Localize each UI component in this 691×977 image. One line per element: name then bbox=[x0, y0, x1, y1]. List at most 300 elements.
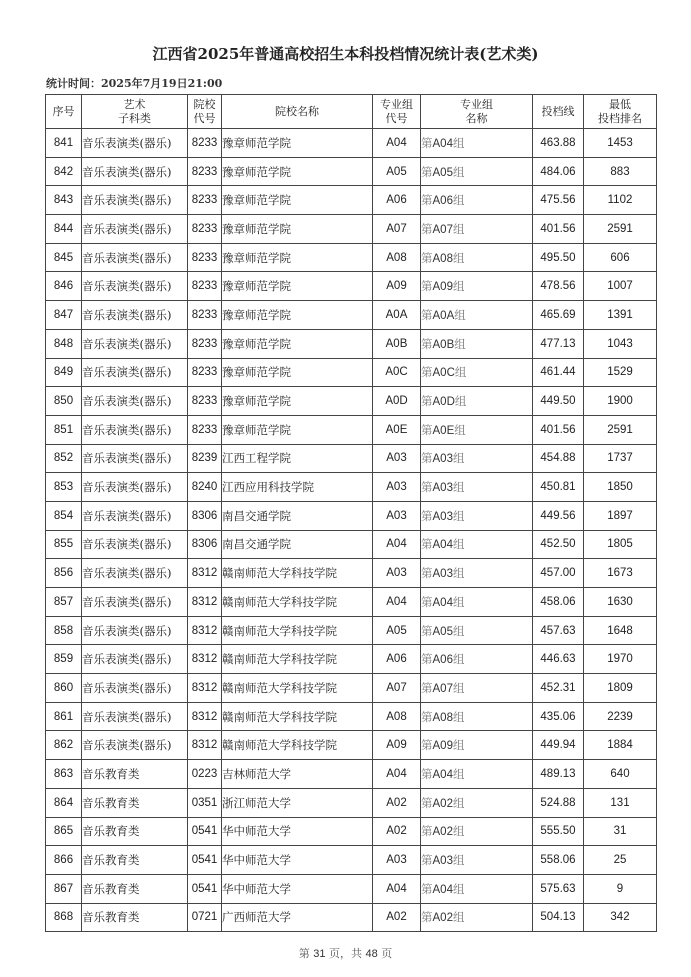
school-code-cell: 8312 bbox=[188, 616, 222, 645]
group-name-mid: A06 bbox=[432, 195, 453, 208]
school-name-cell: 江西工程学院 bbox=[222, 444, 373, 473]
school-code-cell: 8312 bbox=[188, 645, 222, 674]
rank-cell: 1102 bbox=[584, 186, 657, 215]
group-name-mid: A07 bbox=[432, 223, 453, 236]
group-code-cell: A0D bbox=[373, 387, 421, 416]
group-code-cell: A08 bbox=[373, 702, 421, 731]
score-cell: 457.63 bbox=[533, 616, 584, 645]
subject-cell: 音乐教育类 bbox=[82, 903, 188, 932]
group-code-cell: A02 bbox=[373, 903, 421, 932]
group-name-cell bbox=[421, 186, 533, 215]
group-name-cell bbox=[421, 358, 533, 387]
school-name-cell: 华中师范大学 bbox=[222, 846, 373, 875]
score-cell: 463.88 bbox=[533, 129, 584, 158]
seq-cell: 852 bbox=[46, 444, 82, 473]
group-name-suf: 组 bbox=[452, 738, 465, 753]
rank-cell: 1805 bbox=[584, 530, 657, 559]
column-header-group-name bbox=[421, 95, 533, 129]
group-name-mid: A04 bbox=[432, 539, 453, 552]
group-name-cell bbox=[421, 530, 533, 559]
group-code-cell: A03 bbox=[373, 559, 421, 588]
group-name-cell bbox=[421, 329, 533, 358]
seq-cell: 864 bbox=[46, 788, 82, 817]
school-name-cell: 赣南师范大学科技学院 bbox=[222, 645, 373, 674]
header-line-1: 艺术 bbox=[123, 97, 146, 111]
group-name-suf: 组 bbox=[452, 881, 465, 896]
admission-table bbox=[45, 94, 657, 932]
group-name-mid: A03 bbox=[432, 568, 453, 581]
group-code-cell: A04 bbox=[373, 530, 421, 559]
seq-cell: 865 bbox=[46, 817, 82, 846]
group-name-mid: A09 bbox=[432, 740, 453, 753]
table-row bbox=[46, 874, 657, 903]
rank-cell: 1648 bbox=[584, 616, 657, 645]
subject-cell: 音乐表演类(器乐) bbox=[82, 645, 188, 674]
group-name-pre: 第 bbox=[421, 336, 433, 351]
group-name-mid: A05 bbox=[432, 166, 453, 179]
school-code-cell: 8233 bbox=[188, 186, 222, 215]
score-cell: 465.69 bbox=[533, 301, 584, 330]
school-name-cell: 南昌交通学院 bbox=[222, 530, 373, 559]
group-name-suf: 组 bbox=[452, 279, 465, 294]
group-name-mid: A06 bbox=[432, 654, 453, 667]
table-row bbox=[46, 501, 657, 530]
school-code-cell: 0541 bbox=[188, 817, 222, 846]
group-name-mid: A0B bbox=[432, 338, 455, 351]
school-name-cell: 豫章师范学院 bbox=[222, 329, 373, 358]
subject-cell: 音乐表演类(器乐) bbox=[82, 329, 188, 358]
subject-cell: 音乐表演类(器乐) bbox=[82, 157, 188, 186]
school-code-cell: 8240 bbox=[188, 473, 222, 502]
rank-cell: 640 bbox=[584, 760, 657, 789]
group-name-cell bbox=[421, 846, 533, 875]
group-code-cell: A0A bbox=[373, 301, 421, 330]
group-name-cell bbox=[421, 559, 533, 588]
group-code-cell: A04 bbox=[373, 874, 421, 903]
school-name-cell: 豫章师范学院 bbox=[222, 157, 373, 186]
group-name-cell bbox=[421, 874, 533, 903]
school-name-cell: 华中师范大学 bbox=[222, 817, 373, 846]
school-code-cell: 8306 bbox=[188, 501, 222, 530]
subject-cell: 音乐表演类(器乐) bbox=[82, 588, 188, 617]
table-row bbox=[46, 530, 657, 559]
score-cell: 495.50 bbox=[533, 243, 584, 272]
seq-cell: 868 bbox=[46, 903, 82, 932]
header-line-2: 名称 bbox=[465, 111, 488, 125]
header-line-2: 代号 bbox=[193, 111, 216, 125]
rank-cell: 1850 bbox=[584, 473, 657, 502]
subject-cell: 音乐表演类(器乐) bbox=[82, 215, 188, 244]
table-row bbox=[46, 473, 657, 502]
rank-cell: 1900 bbox=[584, 387, 657, 416]
score-cell: 446.63 bbox=[533, 645, 584, 674]
group-name-suf: 组 bbox=[454, 422, 466, 437]
subject-cell: 音乐表演类(器乐) bbox=[82, 616, 188, 645]
group-name-cell bbox=[421, 272, 533, 301]
total-page-count: 48 bbox=[365, 948, 378, 960]
group-name-cell bbox=[421, 129, 533, 158]
header-line-1: 院校 bbox=[193, 97, 216, 111]
school-name-cell: 豫章师范学院 bbox=[222, 272, 373, 301]
score-cell: 489.13 bbox=[533, 760, 584, 789]
group-name-pre: 第 bbox=[421, 250, 433, 265]
school-code-cell: 0541 bbox=[188, 846, 222, 875]
school-code-cell: 8233 bbox=[188, 358, 222, 387]
school-name-cell: 广西师范大学 bbox=[222, 903, 373, 932]
group-name-suf: 组 bbox=[452, 135, 465, 150]
header-line-2: 代号 bbox=[385, 111, 408, 125]
score-cell: 477.13 bbox=[533, 329, 584, 358]
group-name-suf: 组 bbox=[452, 164, 465, 179]
seq-cell: 867 bbox=[46, 874, 82, 903]
group-name-mid: A02 bbox=[432, 797, 453, 810]
group-name-mid: A0D bbox=[432, 396, 455, 409]
rank-cell: 1737 bbox=[584, 444, 657, 473]
seq-cell: 848 bbox=[46, 329, 82, 358]
group-code-cell: A05 bbox=[373, 616, 421, 645]
school-name-cell: 豫章师范学院 bbox=[222, 415, 373, 444]
table-row bbox=[46, 186, 657, 215]
group-name-pre: 第 bbox=[421, 623, 433, 638]
group-name-mid: A04 bbox=[432, 137, 453, 150]
group-name-suf: 组 bbox=[452, 451, 465, 466]
subject-cell: 音乐表演类(器乐) bbox=[82, 731, 188, 760]
group-name-suf: 组 bbox=[452, 221, 465, 236]
school-name-cell: 浙江师范大学 bbox=[222, 788, 373, 817]
group-name-suf: 组 bbox=[452, 853, 465, 868]
group-name-pre: 第 bbox=[421, 537, 433, 552]
group-name-pre: 第 bbox=[421, 853, 433, 868]
table-row bbox=[46, 903, 657, 932]
table-row bbox=[46, 129, 657, 158]
school-code-cell: 8233 bbox=[188, 243, 222, 272]
score-cell: 449.56 bbox=[533, 501, 584, 530]
table-row bbox=[46, 272, 657, 301]
rank-cell: 883 bbox=[584, 157, 657, 186]
group-name-mid: A04 bbox=[432, 596, 453, 609]
table-row bbox=[46, 731, 657, 760]
score-cell: 457.00 bbox=[533, 559, 584, 588]
rank-cell: 31 bbox=[584, 817, 657, 846]
rank-cell: 1007 bbox=[584, 272, 657, 301]
group-code-cell: A0C bbox=[373, 358, 421, 387]
group-name-pre: 第 bbox=[421, 709, 433, 724]
group-code-cell: A09 bbox=[373, 731, 421, 760]
group-name-suf: 组 bbox=[452, 480, 465, 495]
group-name-suf: 组 bbox=[454, 307, 466, 322]
score-cell: 461.44 bbox=[533, 358, 584, 387]
subject-cell: 音乐表演类(器乐) bbox=[82, 186, 188, 215]
seq-cell: 859 bbox=[46, 645, 82, 674]
school-name-cell: 豫章师范学院 bbox=[222, 215, 373, 244]
group-name-suf: 组 bbox=[454, 394, 467, 409]
seq-cell: 847 bbox=[46, 301, 82, 330]
group-name-mid: A04 bbox=[432, 768, 453, 781]
school-code-cell: 8306 bbox=[188, 530, 222, 559]
school-name-cell: 赣南师范大学科技学院 bbox=[222, 731, 373, 760]
group-name-suf: 组 bbox=[452, 680, 465, 695]
rank-cell: 1884 bbox=[584, 731, 657, 760]
subject-cell: 音乐表演类(器乐) bbox=[82, 387, 188, 416]
school-name-cell: 南昌交通学院 bbox=[222, 501, 373, 530]
school-code-cell: 8233 bbox=[188, 157, 222, 186]
group-code-cell: A06 bbox=[373, 645, 421, 674]
page-footer bbox=[0, 945, 691, 961]
group-name-pre: 第 bbox=[421, 795, 433, 810]
group-name-suf: 组 bbox=[452, 652, 465, 667]
rank-cell: 1529 bbox=[584, 358, 657, 387]
group-name-cell bbox=[421, 616, 533, 645]
group-name-cell bbox=[421, 760, 533, 789]
score-cell: 449.50 bbox=[533, 387, 584, 416]
group-code-cell: A03 bbox=[373, 846, 421, 875]
score-cell: 504.13 bbox=[533, 903, 584, 932]
seq-cell: 860 bbox=[46, 674, 82, 703]
group-name-mid: A03 bbox=[432, 482, 453, 495]
rank-cell: 131 bbox=[584, 788, 657, 817]
group-name-cell bbox=[421, 387, 533, 416]
seq-cell: 854 bbox=[46, 501, 82, 530]
subject-cell: 音乐教育类 bbox=[82, 817, 188, 846]
school-name-cell: 豫章师范学院 bbox=[222, 301, 373, 330]
table-row bbox=[46, 415, 657, 444]
seq-cell: 857 bbox=[46, 588, 82, 617]
group-name-suf: 组 bbox=[452, 709, 465, 724]
group-name-mid: A08 bbox=[432, 252, 453, 265]
group-code-cell: A0B bbox=[373, 329, 421, 358]
group-name-cell bbox=[421, 903, 533, 932]
rank-cell: 1897 bbox=[584, 501, 657, 530]
score-cell: 450.81 bbox=[533, 473, 584, 502]
group-name-pre: 第 bbox=[421, 221, 433, 236]
school-name-cell: 华中师范大学 bbox=[222, 874, 373, 903]
seq-cell: 841 bbox=[46, 129, 82, 158]
group-name-pre: 第 bbox=[421, 652, 433, 667]
group-name-suf: 组 bbox=[454, 365, 467, 380]
group-name-cell bbox=[421, 788, 533, 817]
group-code-cell: A04 bbox=[373, 760, 421, 789]
table-row bbox=[46, 846, 657, 875]
table-row bbox=[46, 588, 657, 617]
group-name-pre: 第 bbox=[421, 738, 433, 753]
group-code-cell: A09 bbox=[373, 272, 421, 301]
subject-cell: 音乐表演类(器乐) bbox=[82, 702, 188, 731]
group-name-pre: 第 bbox=[421, 508, 433, 523]
score-cell: 484.06 bbox=[533, 157, 584, 186]
group-name-pre: 第 bbox=[421, 422, 433, 437]
rank-cell: 1673 bbox=[584, 559, 657, 588]
group-name-mid: A03 bbox=[432, 855, 453, 868]
header-line-1: 专业组 bbox=[460, 97, 493, 111]
seq-cell: 851 bbox=[46, 415, 82, 444]
table-header bbox=[46, 95, 657, 129]
group-name-suf: 组 bbox=[452, 766, 465, 781]
table-row bbox=[46, 674, 657, 703]
table-row bbox=[46, 329, 657, 358]
school-name-cell: 江西应用科技学院 bbox=[222, 473, 373, 502]
group-name-mid: A0E bbox=[432, 424, 455, 437]
school-name-cell: 赣南师范大学科技学院 bbox=[222, 674, 373, 703]
group-name-mid: A08 bbox=[432, 711, 453, 724]
group-name-suf: 组 bbox=[452, 508, 465, 523]
seq-cell: 858 bbox=[46, 616, 82, 645]
group-code-cell: A02 bbox=[373, 788, 421, 817]
group-name-cell bbox=[421, 645, 533, 674]
school-code-cell: 8312 bbox=[188, 731, 222, 760]
group-name-mid: A0C bbox=[432, 367, 455, 380]
table-row bbox=[46, 559, 657, 588]
seq-cell: 863 bbox=[46, 760, 82, 789]
rank-cell: 25 bbox=[584, 846, 657, 875]
group-name-suf: 组 bbox=[452, 795, 465, 810]
school-code-cell: 8233 bbox=[188, 301, 222, 330]
rank-cell: 606 bbox=[584, 243, 657, 272]
rank-cell: 342 bbox=[584, 903, 657, 932]
table-row bbox=[46, 702, 657, 731]
column-header-school-code bbox=[188, 95, 222, 129]
subject-cell: 音乐表演类(器乐) bbox=[82, 358, 188, 387]
school-code-cell: 8312 bbox=[188, 588, 222, 617]
subject-cell: 音乐表演类(器乐) bbox=[82, 301, 188, 330]
table-row bbox=[46, 157, 657, 186]
school-name-cell: 豫章师范学院 bbox=[222, 129, 373, 158]
group-code-cell: A03 bbox=[373, 473, 421, 502]
subject-cell: 音乐表演类(器乐) bbox=[82, 530, 188, 559]
group-name-cell bbox=[421, 588, 533, 617]
score-cell: 435.06 bbox=[533, 702, 584, 731]
school-name-cell: 豫章师范学院 bbox=[222, 358, 373, 387]
column-header-seq bbox=[46, 95, 82, 129]
group-code-cell: A04 bbox=[373, 588, 421, 617]
school-name-cell: 豫章师范学院 bbox=[222, 243, 373, 272]
group-code-cell: A02 bbox=[373, 817, 421, 846]
seq-cell: 846 bbox=[46, 272, 82, 301]
score-cell: 558.06 bbox=[533, 846, 584, 875]
seq-cell: 850 bbox=[46, 387, 82, 416]
group-name-cell bbox=[421, 473, 533, 502]
header-line-1: 专业组 bbox=[380, 97, 413, 111]
school-name-cell: 赣南师范大学科技学院 bbox=[222, 702, 373, 731]
group-name-suf: 组 bbox=[452, 824, 465, 839]
footer-prefix: 第 bbox=[298, 947, 314, 960]
rank-cell: 1809 bbox=[584, 674, 657, 703]
school-code-cell: 0223 bbox=[188, 760, 222, 789]
rank-cell: 2239 bbox=[584, 702, 657, 731]
group-name-suf: 组 bbox=[452, 623, 465, 638]
school-code-cell: 0541 bbox=[188, 874, 222, 903]
group-name-suf: 组 bbox=[452, 594, 465, 609]
group-name-mid: A02 bbox=[432, 826, 453, 839]
school-name-cell: 赣南师范大学科技学院 bbox=[222, 616, 373, 645]
school-code-cell: 8233 bbox=[188, 272, 222, 301]
seq-cell: 866 bbox=[46, 846, 82, 875]
school-code-cell: 8233 bbox=[188, 215, 222, 244]
seq-cell: 855 bbox=[46, 530, 82, 559]
column-header-score bbox=[533, 95, 584, 129]
group-name-mid: A09 bbox=[432, 281, 453, 294]
seq-cell: 844 bbox=[46, 215, 82, 244]
school-name-cell: 赣南师范大学科技学院 bbox=[222, 559, 373, 588]
group-code-cell: A07 bbox=[373, 215, 421, 244]
subject-cell: 音乐教育类 bbox=[82, 760, 188, 789]
group-name-pre: 第 bbox=[421, 910, 433, 925]
group-code-cell: A07 bbox=[373, 674, 421, 703]
score-cell: 555.50 bbox=[533, 817, 584, 846]
seq-cell: 842 bbox=[46, 157, 82, 186]
score-cell: 449.94 bbox=[533, 731, 584, 760]
subject-cell: 音乐表演类(器乐) bbox=[82, 129, 188, 158]
group-name-mid: A07 bbox=[432, 682, 453, 695]
group-name-pre: 第 bbox=[421, 566, 433, 581]
column-header-subject bbox=[82, 95, 188, 129]
group-name-pre: 第 bbox=[421, 193, 433, 208]
group-name-cell bbox=[421, 444, 533, 473]
group-name-mid: A05 bbox=[432, 625, 453, 638]
column-header-group-code bbox=[373, 95, 421, 129]
school-code-cell: 8239 bbox=[188, 444, 222, 473]
group-name-pre: 第 bbox=[421, 680, 433, 695]
school-code-cell: 0721 bbox=[188, 903, 222, 932]
group-name-pre: 第 bbox=[421, 766, 433, 781]
group-name-pre: 第 bbox=[421, 824, 433, 839]
seq-cell: 862 bbox=[46, 731, 82, 760]
group-name-mid: A02 bbox=[432, 912, 453, 925]
header-line-1: 最低 bbox=[609, 97, 631, 111]
seq-cell: 849 bbox=[46, 358, 82, 387]
group-code-cell: A06 bbox=[373, 186, 421, 215]
table-row bbox=[46, 301, 657, 330]
subject-cell: 音乐教育类 bbox=[82, 846, 188, 875]
score-cell: 452.50 bbox=[533, 530, 584, 559]
table-row bbox=[46, 788, 657, 817]
score-cell: 475.56 bbox=[533, 186, 584, 215]
rank-cell: 9 bbox=[584, 874, 657, 903]
table-row bbox=[46, 760, 657, 789]
school-code-cell: 8233 bbox=[188, 387, 222, 416]
stat-time: 统计时间：2025年7月19日21:00 bbox=[46, 77, 223, 90]
subject-cell: 音乐教育类 bbox=[82, 874, 188, 903]
group-code-cell: A04 bbox=[373, 129, 421, 158]
table-body bbox=[46, 129, 657, 932]
footer-suffix: 页 bbox=[377, 947, 393, 960]
school-code-cell: 8312 bbox=[188, 702, 222, 731]
group-name-pre: 第 bbox=[421, 279, 433, 294]
rank-cell: 2591 bbox=[584, 415, 657, 444]
subject-cell: 音乐表演类(器乐) bbox=[82, 501, 188, 530]
seq-cell: 856 bbox=[46, 559, 82, 588]
score-cell: 575.63 bbox=[533, 874, 584, 903]
subject-cell: 音乐表演类(器乐) bbox=[82, 415, 188, 444]
subject-cell: 音乐表演类(器乐) bbox=[82, 473, 188, 502]
school-code-cell: 8312 bbox=[188, 674, 222, 703]
document-title: 江西省2025年普通高校招生本科投档情况统计表(艺术类) bbox=[152, 45, 539, 63]
group-name-suf: 组 bbox=[452, 537, 465, 552]
group-name-cell bbox=[421, 702, 533, 731]
group-name-suf: 组 bbox=[452, 566, 465, 581]
group-code-cell: A0E bbox=[373, 415, 421, 444]
group-name-suf: 组 bbox=[452, 250, 465, 265]
school-name-cell: 豫章师范学院 bbox=[222, 186, 373, 215]
rank-cell: 1043 bbox=[584, 329, 657, 358]
group-name-pre: 第 bbox=[421, 480, 433, 495]
subject-cell: 音乐表演类(器乐) bbox=[82, 559, 188, 588]
rank-cell: 1970 bbox=[584, 645, 657, 674]
header-line-1: 投档线 bbox=[541, 104, 575, 118]
table-row bbox=[46, 645, 657, 674]
group-name-cell bbox=[421, 215, 533, 244]
subject-cell: 音乐表演类(器乐) bbox=[82, 243, 188, 272]
score-cell: 401.56 bbox=[533, 415, 584, 444]
